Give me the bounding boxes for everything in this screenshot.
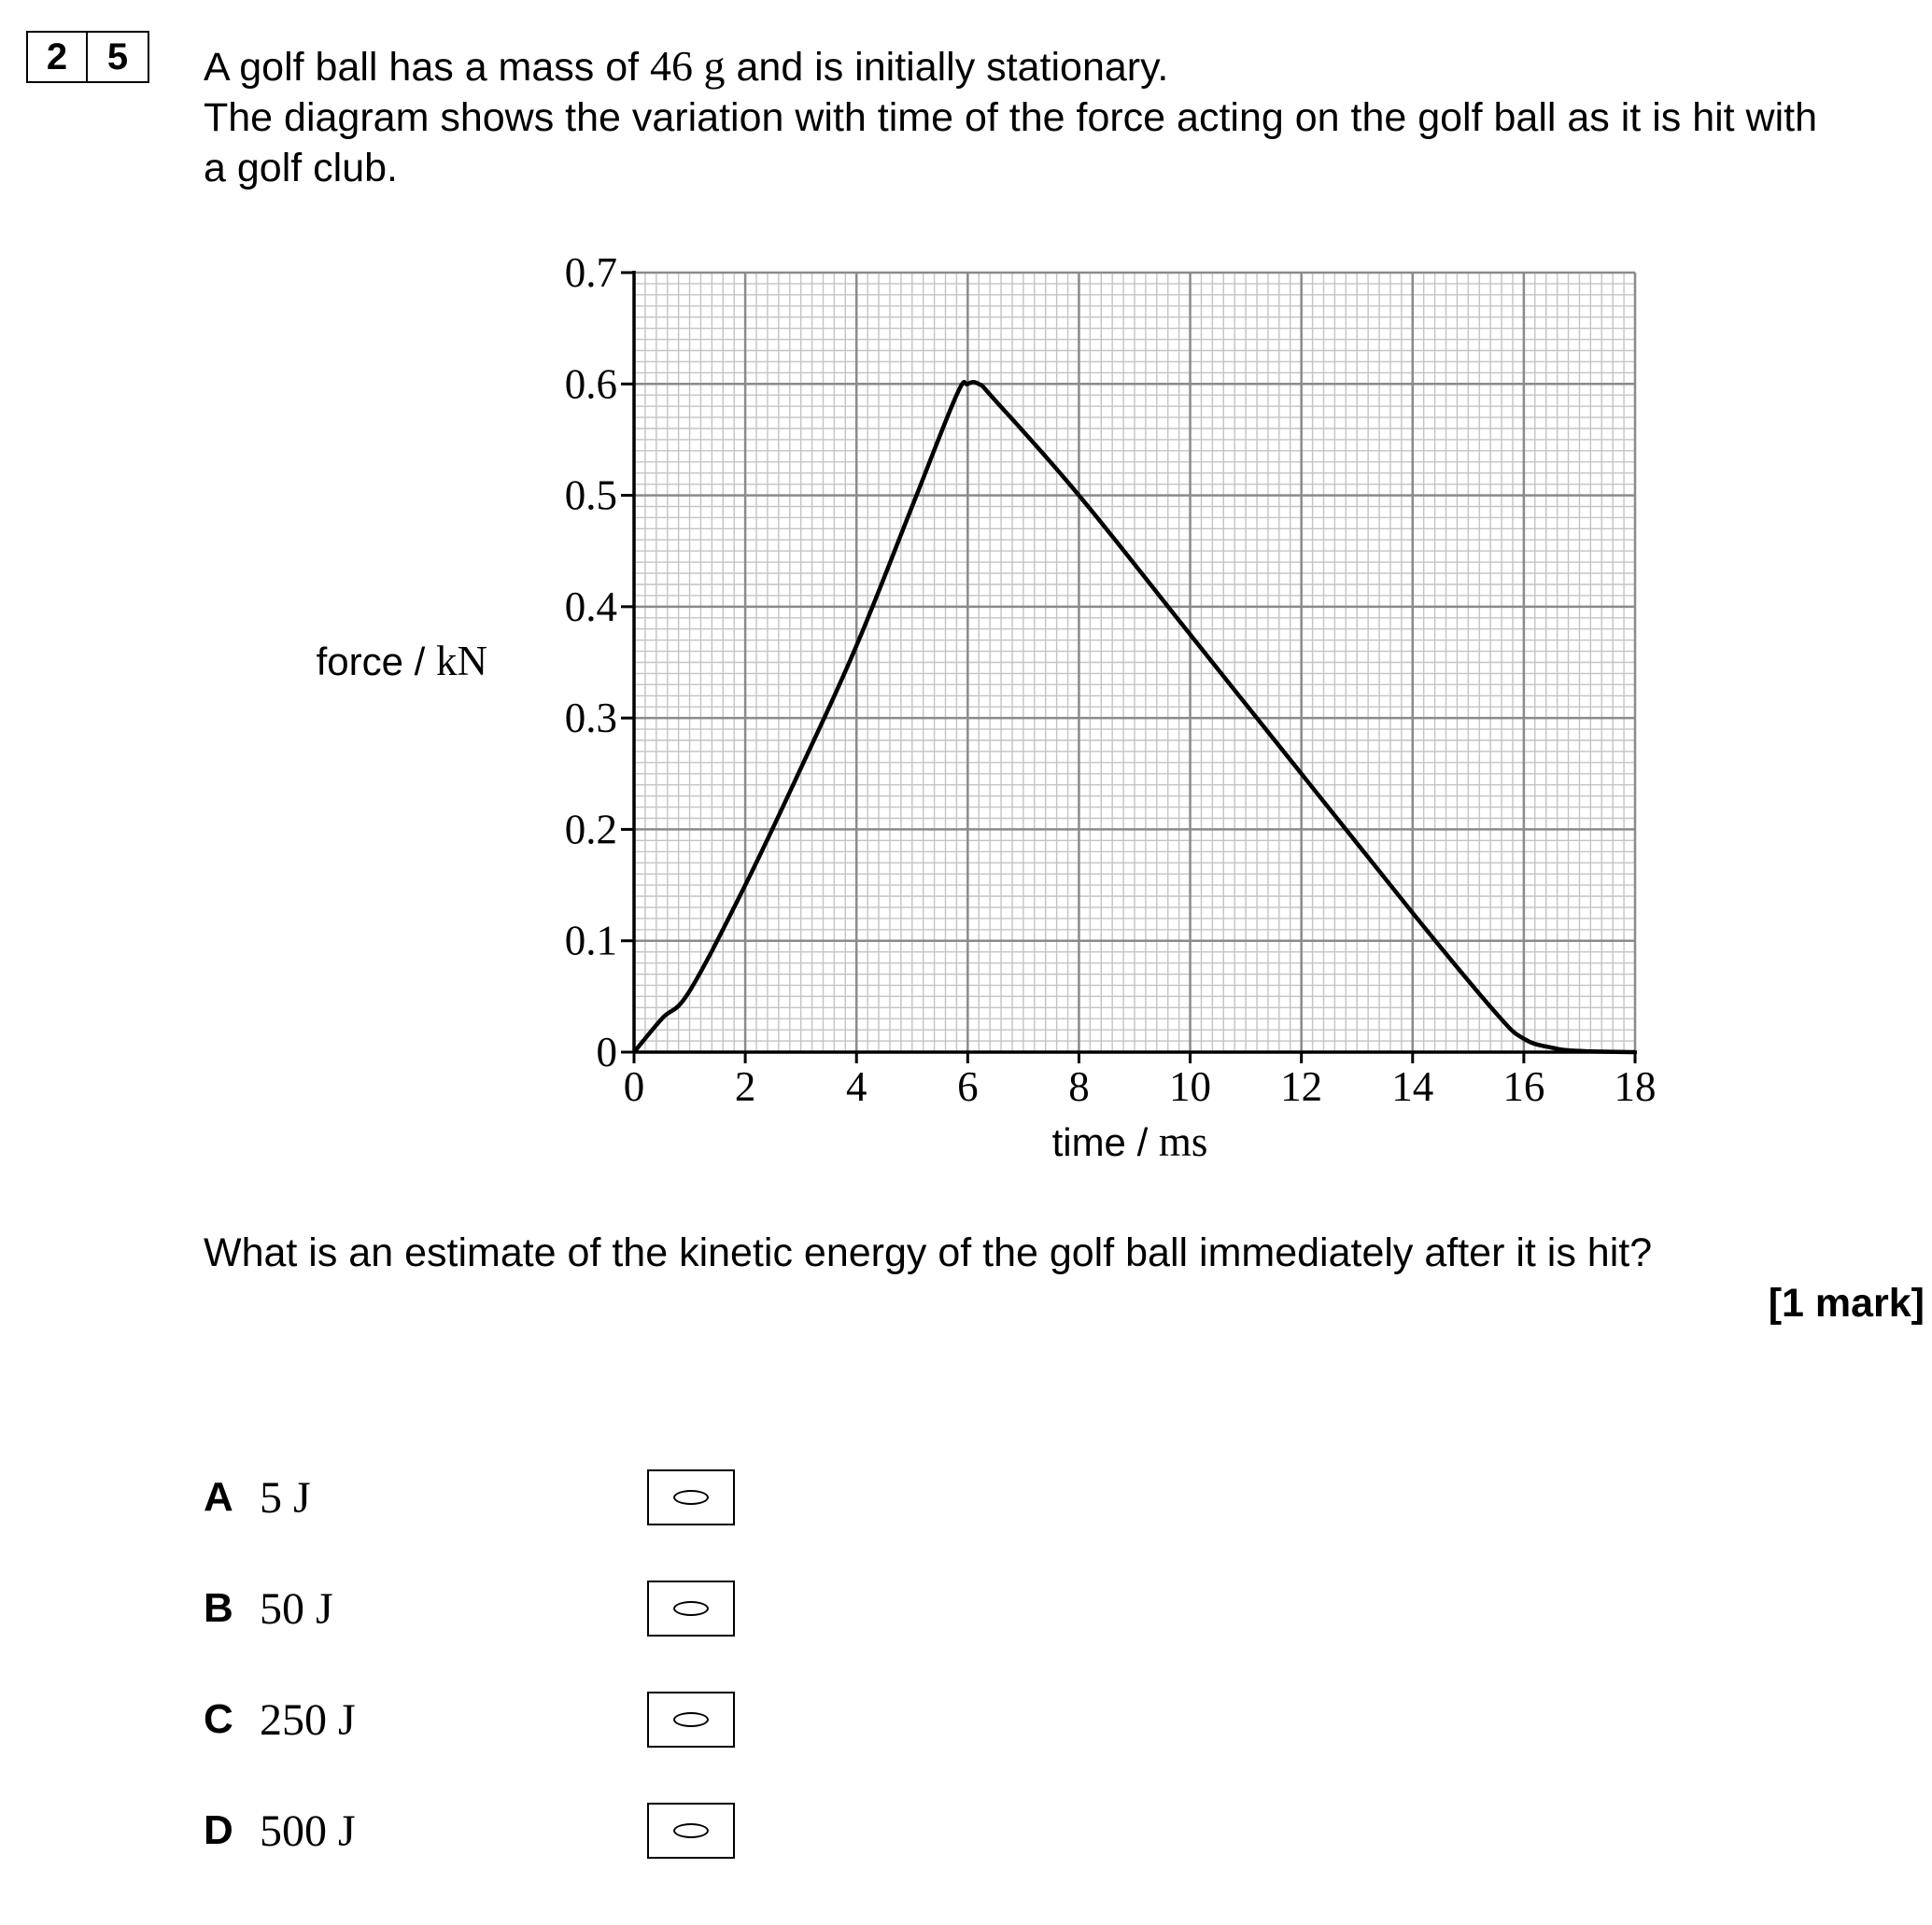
answer-bubble-icon bbox=[673, 1490, 709, 1505]
option-letter: C bbox=[204, 1696, 233, 1742]
grid-minor bbox=[634, 273, 1635, 1052]
x-axis-label-text: time / bbox=[1051, 1120, 1159, 1164]
y-tick-label: 0.3 bbox=[564, 695, 617, 742]
question-number-digit: 5 bbox=[88, 31, 149, 83]
option-value: 50 J bbox=[260, 1583, 333, 1634]
y-axis-label bbox=[317, 638, 487, 684]
mark-allocation: [1 mark] bbox=[1768, 1281, 1925, 1326]
y-tick-label: 0.1 bbox=[564, 917, 617, 964]
x-tick-label: 2 bbox=[734, 1063, 756, 1110]
option-value: 500 J bbox=[260, 1806, 356, 1856]
x-tick-label: 10 bbox=[1169, 1063, 1212, 1110]
option-value: 250 J bbox=[260, 1694, 356, 1745]
option-c bbox=[204, 1690, 356, 1749]
tick-labels bbox=[565, 249, 1657, 1110]
x-tick-label: 14 bbox=[1391, 1063, 1434, 1110]
y-tick-label: 0.6 bbox=[564, 360, 617, 408]
answer-bubble-icon bbox=[673, 1601, 709, 1616]
option-d bbox=[204, 1801, 356, 1861]
x-tick-label: 16 bbox=[1502, 1063, 1545, 1110]
x-tick-label: 12 bbox=[1280, 1063, 1323, 1110]
intro-line-1: A golf ball has a mass of 46 g and is initially stationary. bbox=[204, 42, 1169, 90]
y-tick-label: 0.4 bbox=[564, 583, 617, 630]
option-a bbox=[204, 1468, 311, 1527]
answer-box-d[interactable] bbox=[647, 1803, 735, 1859]
y-tick-label: 0.7 bbox=[564, 249, 617, 296]
option-letter: D bbox=[204, 1807, 233, 1853]
x-tick-label: 0 bbox=[623, 1063, 645, 1110]
option-letter: A bbox=[204, 1474, 233, 1520]
x-axis-label-unit: ms bbox=[1158, 1118, 1208, 1165]
axes bbox=[634, 271, 1637, 1052]
y-axis-label-unit: kN bbox=[436, 638, 487, 684]
answer-box-b[interactable] bbox=[647, 1581, 735, 1637]
answer-bubble-icon bbox=[673, 1712, 709, 1727]
question-number-digit: 2 bbox=[26, 31, 88, 83]
y-axis-label-text: force / bbox=[316, 639, 436, 683]
option-value: 5 J bbox=[260, 1472, 311, 1523]
x-tick-label: 4 bbox=[845, 1063, 867, 1110]
x-tick-label: 18 bbox=[1614, 1063, 1657, 1110]
intro-line-2: The diagram shows the variation with time of the force acting on the golf ball as it is hit with bbox=[204, 95, 1818, 140]
option-letter: B bbox=[204, 1585, 233, 1631]
y-tick-label: 0.2 bbox=[564, 806, 617, 853]
mass-value: 46 g bbox=[650, 42, 726, 90]
question-text: What is an estimate of the kinetic energy of the golf ball immediately after it is hit? bbox=[204, 1230, 1653, 1275]
answer-bubble-icon bbox=[673, 1823, 709, 1838]
option-b bbox=[204, 1579, 333, 1638]
answer-box-a[interactable] bbox=[647, 1469, 735, 1525]
x-tick-label: 6 bbox=[957, 1063, 979, 1110]
answer-box-c[interactable] bbox=[647, 1692, 735, 1748]
x-axis-label bbox=[1052, 1118, 1208, 1165]
y-tick-label: 0.5 bbox=[564, 471, 617, 519]
y-tick-label: 0 bbox=[596, 1029, 617, 1075]
x-tick-label: 8 bbox=[1068, 1063, 1090, 1110]
intro-line-3: a golf club. bbox=[204, 146, 398, 190]
ticks bbox=[621, 273, 1635, 1063]
